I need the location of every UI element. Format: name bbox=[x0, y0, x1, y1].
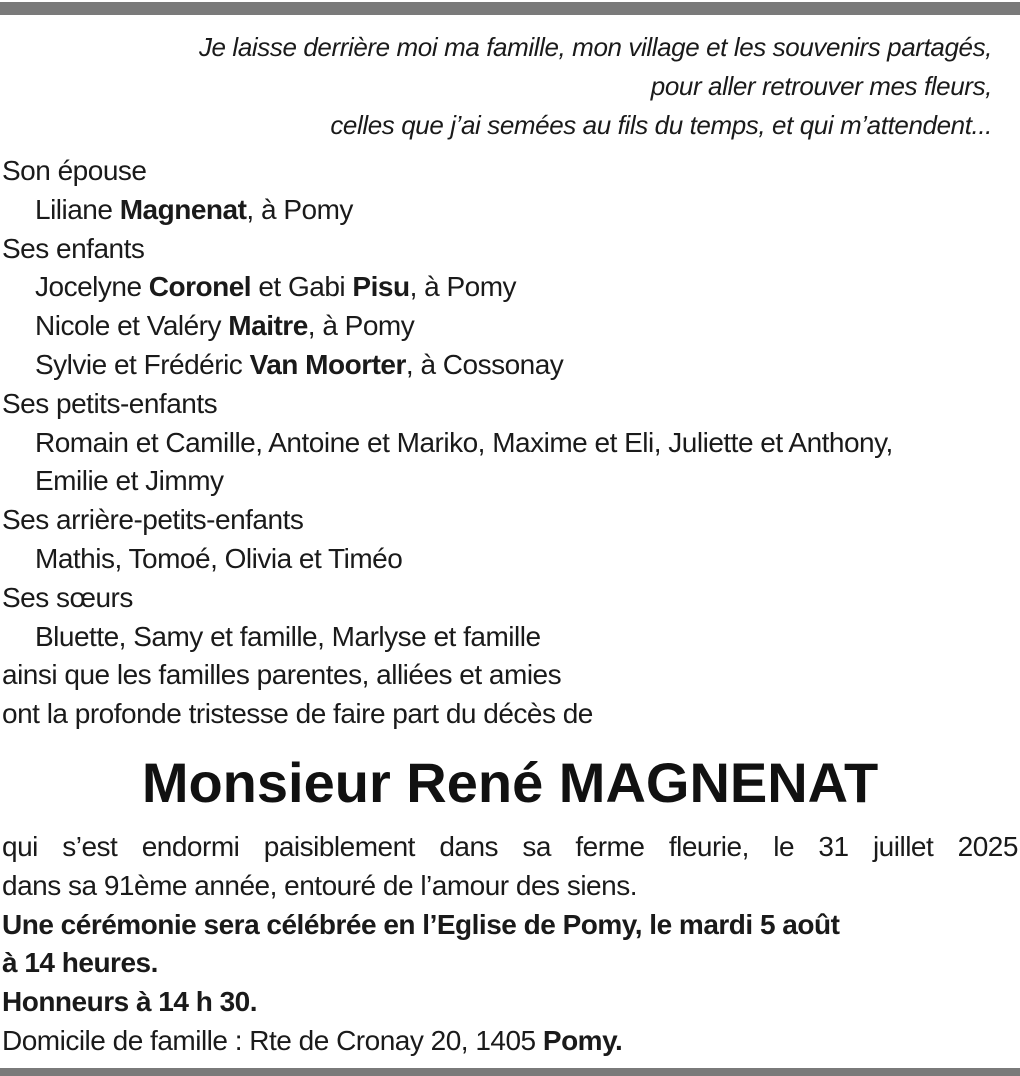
given-names: Jocelyne bbox=[35, 271, 149, 303]
surname: Pisu bbox=[352, 271, 410, 303]
place: , à Cossonay bbox=[405, 348, 564, 380]
death-word: sa bbox=[522, 831, 551, 862]
obituary-details bbox=[2, 828, 1018, 1061]
age-statement: dans sa 91ème année, entouré de l’amour des siens. bbox=[2, 869, 637, 901]
honors-statement bbox=[2, 983, 1018, 1022]
grandchildren-heading: Ses petits-enfants bbox=[2, 387, 218, 419]
spouse-heading: Son épouse bbox=[2, 155, 147, 186]
place: , à Pomy bbox=[246, 193, 353, 225]
sisters-line: Bluette, Samy et famille, Marlyse et famille bbox=[35, 620, 541, 652]
child-entry bbox=[2, 268, 1018, 307]
great-grandchildren-line: Mathis, Tomoé, Olivia et Timéo bbox=[35, 542, 403, 574]
death-word: juillet bbox=[872, 831, 934, 862]
surname: Maitre bbox=[228, 310, 308, 342]
given-names: Sylvie et Frédéric bbox=[35, 348, 250, 380]
death-statement bbox=[2, 828, 1018, 867]
surname: Coronel bbox=[148, 271, 252, 303]
spouse-entry bbox=[2, 191, 1018, 230]
death-word: fleurie, bbox=[668, 831, 749, 862]
ceremony-time bbox=[2, 944, 1018, 983]
quote-line: Je laisse derrière moi ma famille, mon village et les souvenirs partagés, bbox=[198, 32, 992, 62]
children-heading: Ses enfants bbox=[2, 232, 145, 264]
child-entry bbox=[2, 346, 1018, 385]
family-list bbox=[2, 152, 1018, 734]
death-word: le bbox=[773, 831, 795, 862]
domicile-address: Domicile de famille : Rte de Cronay 20, 1405 bbox=[2, 1024, 543, 1056]
death-word: s’est bbox=[62, 831, 118, 862]
great-grandchildren-heading: Ses arrière-petits-enfants bbox=[2, 504, 304, 536]
honors-text: Honneurs à 14 h 30. bbox=[2, 986, 258, 1018]
sisters-heading: Ses sœurs bbox=[2, 581, 133, 613]
grandchildren-line: Emilie et Jimmy bbox=[35, 465, 224, 497]
deceased-name: Monsieur René MAGNENAT bbox=[141, 751, 879, 814]
ceremony-statement bbox=[2, 906, 1018, 945]
death-word: ferme bbox=[575, 831, 645, 862]
epigraph-quote bbox=[32, 28, 992, 145]
death-word: 31 bbox=[818, 831, 849, 862]
first-name: Liliane bbox=[35, 193, 113, 225]
place: , à Pomy bbox=[307, 310, 415, 342]
given-names: et Gabi bbox=[251, 271, 353, 303]
death-word: qui bbox=[2, 831, 38, 862]
death-word: dans bbox=[439, 831, 499, 862]
relatives-line: ainsi que les familles parentes, alliées et amies bbox=[2, 659, 562, 691]
bottom-border bbox=[0, 1068, 1020, 1076]
surname: Magnenat bbox=[119, 193, 247, 225]
ceremony-time-text: à 14 heures. bbox=[2, 947, 158, 979]
top-border bbox=[0, 2, 1020, 15]
child-entry bbox=[2, 307, 1018, 346]
death-word: 2025 bbox=[957, 831, 1018, 862]
surname: Van Moorter bbox=[249, 348, 406, 380]
quote-line: celles que j’ai semées au fils du temps, et qui m’attendent... bbox=[330, 110, 992, 140]
death-word: paisiblement bbox=[263, 831, 415, 862]
ceremony-text: Une cérémonie sera célébrée en l’Eglise de Pomy, le mardi 5 août bbox=[2, 908, 840, 940]
announcement-line: ont la profonde tristesse de faire part du décès de bbox=[2, 698, 593, 730]
grandchildren-line: Romain et Camille, Antoine et Mariko, Maxime et Eli, Juliette et Anthony, bbox=[35, 426, 893, 458]
domicile-town: Pomy. bbox=[542, 1024, 623, 1056]
death-word: endormi bbox=[141, 831, 240, 862]
quote-line: pour aller retrouver mes fleurs, bbox=[650, 71, 992, 101]
domicile-statement bbox=[2, 1022, 1018, 1061]
given-names: Nicole et Valéry bbox=[35, 310, 229, 342]
place: , à Pomy bbox=[409, 271, 517, 303]
